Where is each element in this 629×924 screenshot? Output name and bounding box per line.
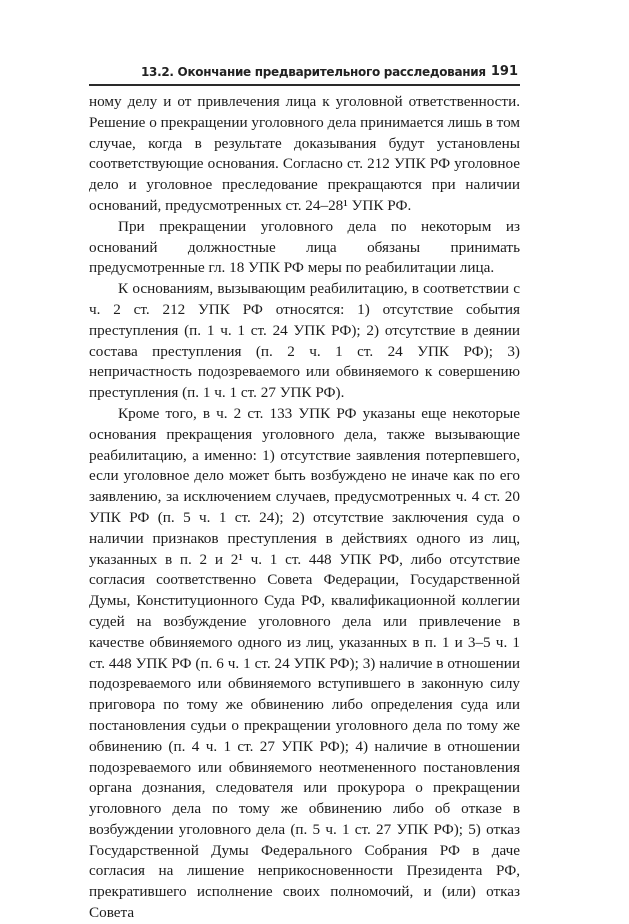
running-header <box>89 64 520 86</box>
paragraph: К основаниям, вызывающим реабилитацию, в соответствии с ч. 2 ст. 212 УПК РФ относятся: 1) отсутствие события преступления (п. 1 ч. 1 ст. 24 УПК РФ); 2) отсутствие в деянии состава преступления (п. 2 ч. 1 ст. 24 УПК РФ); 3) непричастность подозреваемого или обвиняемого к совершению преступления (п. 1 ч. 1 ст. 27 УПК РФ). <box>89 280 520 402</box>
paragraph: При прекращении уголовного дела по некоторым из оснований должностные лица обязаны принимать предусмотренные гл. 18 УПК РФ меры по реабилитации лица. <box>89 217 520 277</box>
paragraph: ному делу и от привлечения лица к уголовной ответственности. Решение о прекращении уголовного дела принимается лишь в том случае, когда в результате доказывания будут установлены соответствующие основания. Согласно ст. 212 УПК РФ уголовное дело и уголовное преследование прекращаются при наличии оснований, предусмотренных ст. 24–28¹ УПК РФ. <box>89 93 521 214</box>
chapter-title: 13.2. Окончание предварительного расследования <box>141 65 486 79</box>
paragraph: Кроме того, в ч. 2 ст. 133 УПК РФ указаны еще некоторые основания прекращения уголовного дела, также вызывающие реабилитацию, а именно: 1) отсутствие заявления потерпевшего, если уголовное дело может быть возбуждено не иначе как по его заявлению, за исключением случаев, предусмотренных ч. 4 ст. 20 УПК РФ (п. 5 ч. 1 ст. 24); 2) отсутствие заключения суда о наличии признаков преступления в действиях одного из лиц, указанных в п. 2 и 2¹ ч. 1 ст. 448 УПК РФ, либо отсутствие согласия соответственно Совета Федерации, Государственной Думы, Конституционного Суда РФ, квалификационной коллегии судей на возбуждение уголовного дела или привлечение в качестве обвиняемого одного из лиц, указанных в п. 1 и 3–5 ч. 1 ст. 448 УПК РФ (п. 6 ч. 1 ст. 24 УПК РФ); 3) наличие в отношении подозреваемого или обвиняемого вступившего в законную силу приговора по тому же обвинению либо определения суда или постановления судьи о прекращении уголовного дела по тому же обвинению (п. 4 ч. 1 ст. 27 УПК РФ); 4) наличие в отношении подозреваемого или обвиняемого неотмененного постановления органа дознания, следователя или прокурора о прекращении уголовного дела по тому же обвинению либо об отказе в возбуждении уголовного дела (п. 5 ч. 1 ст. 27 УПК РФ); 5) отказ Государственной Думы Федерального Собрания РФ в даче согласия на лишение неприкосновенности Президента РФ, прекратившего исполнение своих полномочий, и (или) отказ Совета <box>89 404 520 922</box>
page-number: 191 <box>490 64 518 79</box>
page-body <box>89 92 520 924</box>
